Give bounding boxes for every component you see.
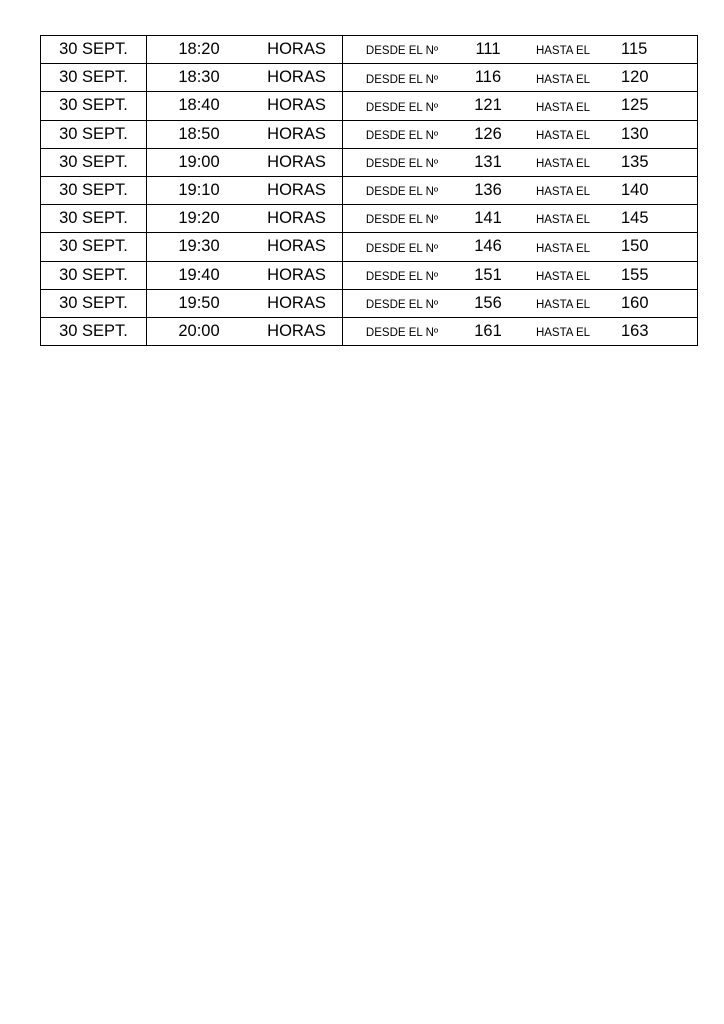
- from-number: 126: [474, 124, 502, 143]
- desde-label-cell: [343, 92, 462, 120]
- hasta-label-cell: [515, 317, 611, 345]
- from-number: 156: [474, 293, 502, 312]
- date-text: 30 SEPT.: [59, 321, 128, 340]
- horas-cell: [251, 317, 343, 345]
- to-number: 150: [621, 237, 649, 256]
- horas-text: HORAS: [267, 321, 326, 340]
- table-row: [41, 92, 698, 120]
- hasta-label-cell: [515, 233, 611, 261]
- horas-text: HORAS: [267, 209, 326, 228]
- desde-label-cell: [343, 120, 462, 148]
- table-row: [41, 64, 698, 92]
- from-number-cell: [461, 36, 515, 64]
- from-number-cell: [461, 289, 515, 317]
- date-text: 30 SEPT.: [59, 124, 128, 143]
- to-number: 163: [621, 321, 649, 340]
- to-number: 145: [621, 209, 649, 228]
- hasta-label-cell: [515, 120, 611, 148]
- hasta-label-cell: [515, 261, 611, 289]
- hasta-label: HASTA EL: [535, 327, 591, 340]
- date-text: 30 SEPT.: [59, 181, 128, 200]
- table-row: [41, 36, 698, 64]
- from-number: 146: [474, 237, 502, 256]
- horas-text: HORAS: [267, 124, 326, 143]
- time-cell: [147, 64, 252, 92]
- horas-cell: [251, 205, 343, 233]
- date-text: 30 SEPT.: [59, 265, 128, 284]
- hasta-label: HASTA EL: [535, 299, 591, 312]
- to-number-cell: [611, 261, 698, 289]
- to-number-cell: [611, 36, 698, 64]
- table-row: [41, 289, 698, 317]
- desde-label: DESDE EL Nº: [365, 242, 439, 255]
- horas-text: HORAS: [267, 293, 326, 312]
- from-number-cell: [461, 148, 515, 176]
- time-cell: [147, 289, 252, 317]
- horas-text: HORAS: [267, 96, 326, 115]
- schedule-table-body: [41, 36, 698, 346]
- time-text: 19:40: [178, 265, 220, 284]
- date-cell: [41, 317, 147, 345]
- hasta-label: HASTA EL: [535, 270, 591, 283]
- to-number-cell: [611, 120, 698, 148]
- time-text: 19:00: [178, 152, 220, 171]
- from-number-cell: [461, 64, 515, 92]
- date-cell: [41, 289, 147, 317]
- date-cell: [41, 148, 147, 176]
- hasta-label: HASTA EL: [535, 242, 591, 255]
- time-text: 18:50: [178, 124, 220, 143]
- table-row: [41, 120, 698, 148]
- time-cell: [147, 148, 252, 176]
- table-row: [41, 176, 698, 204]
- from-number-cell: [461, 317, 515, 345]
- desde-label-cell: [343, 64, 462, 92]
- time-text: 19:50: [178, 293, 220, 312]
- from-number: 131: [474, 152, 502, 171]
- horas-text: HORAS: [267, 237, 326, 256]
- time-text: 18:20: [178, 40, 220, 59]
- horas-cell: [251, 120, 343, 148]
- time-text: 18:40: [178, 96, 220, 115]
- hasta-label: HASTA EL: [535, 214, 591, 227]
- date-text: 30 SEPT.: [59, 96, 128, 115]
- to-number: 130: [621, 124, 649, 143]
- table-row: [41, 205, 698, 233]
- time-text: 19:30: [178, 237, 220, 256]
- hasta-label-cell: [515, 205, 611, 233]
- from-number: 161: [474, 321, 502, 340]
- time-text: 18:30: [178, 68, 220, 87]
- horas-cell: [251, 233, 343, 261]
- to-number-cell: [611, 317, 698, 345]
- to-number: 125: [621, 96, 649, 115]
- to-number: 135: [621, 152, 649, 171]
- from-number: 136: [474, 181, 502, 200]
- date-text: 30 SEPT.: [59, 152, 128, 171]
- desde-label-cell: [343, 289, 462, 317]
- time-cell: [147, 317, 252, 345]
- date-text: 30 SEPT.: [59, 293, 128, 312]
- time-cell: [147, 92, 252, 120]
- from-number-cell: [461, 120, 515, 148]
- to-number: 140: [621, 181, 649, 200]
- desde-label-cell: [343, 36, 462, 64]
- from-number: 151: [474, 265, 502, 284]
- desde-label: DESDE EL Nº: [365, 299, 439, 312]
- hasta-label: HASTA EL: [535, 129, 591, 142]
- desde-label-cell: [343, 148, 462, 176]
- hasta-label-cell: [515, 176, 611, 204]
- horas-cell: [251, 36, 343, 64]
- to-number-cell: [611, 92, 698, 120]
- date-cell: [41, 176, 147, 204]
- time-cell: [147, 176, 252, 204]
- from-number: 121: [474, 96, 502, 115]
- desde-label: DESDE EL Nº: [365, 73, 439, 86]
- from-number-cell: [461, 261, 515, 289]
- hasta-label: HASTA EL: [535, 45, 591, 58]
- hasta-label-cell: [515, 36, 611, 64]
- to-number: 160: [621, 293, 649, 312]
- date-cell: [41, 64, 147, 92]
- date-text: 30 SEPT.: [59, 68, 128, 87]
- hasta-label-cell: [515, 64, 611, 92]
- horas-cell: [251, 261, 343, 289]
- horas-text: HORAS: [267, 68, 326, 87]
- hasta-label-cell: [515, 92, 611, 120]
- horas-cell: [251, 92, 343, 120]
- hasta-label: HASTA EL: [535, 101, 591, 114]
- horas-text: HORAS: [267, 265, 326, 284]
- horas-cell: [251, 176, 343, 204]
- from-number: 111: [475, 40, 501, 59]
- desde-label: DESDE EL Nº: [365, 45, 439, 58]
- time-cell: [147, 120, 252, 148]
- from-number: 116: [474, 68, 502, 87]
- to-number-cell: [611, 176, 698, 204]
- date-text: 30 SEPT.: [59, 40, 128, 59]
- desde-label-cell: [343, 317, 462, 345]
- desde-label-cell: [343, 205, 462, 233]
- time-text: 20:00: [178, 321, 220, 340]
- from-number-cell: [461, 176, 515, 204]
- time-cell: [147, 261, 252, 289]
- desde-label: DESDE EL Nº: [365, 186, 439, 199]
- table-row: [41, 148, 698, 176]
- date-cell: [41, 233, 147, 261]
- hasta-label-cell: [515, 148, 611, 176]
- desde-label: DESDE EL Nº: [365, 101, 439, 114]
- desde-label-cell: [343, 233, 462, 261]
- from-number-cell: [461, 205, 515, 233]
- from-number: 141: [474, 209, 502, 228]
- desde-label: DESDE EL Nº: [365, 214, 439, 227]
- to-number: 115: [621, 40, 648, 59]
- horas-cell: [251, 64, 343, 92]
- to-number-cell: [611, 205, 698, 233]
- desde-label: DESDE EL Nº: [365, 158, 439, 171]
- horas-cell: [251, 289, 343, 317]
- from-number-cell: [461, 233, 515, 261]
- hasta-label: HASTA EL: [535, 158, 591, 171]
- date-cell: [41, 205, 147, 233]
- table-row: [41, 261, 698, 289]
- hasta-label: HASTA EL: [535, 186, 591, 199]
- time-cell: [147, 36, 252, 64]
- date-text: 30 SEPT.: [59, 209, 128, 228]
- table-row: [41, 317, 698, 345]
- desde-label: DESDE EL Nº: [365, 129, 439, 142]
- time-text: 19:20: [178, 209, 220, 228]
- horas-text: HORAS: [267, 40, 326, 59]
- hasta-label: HASTA EL: [535, 73, 591, 86]
- schedule-table: [40, 35, 698, 346]
- time-text: 19:10: [178, 181, 220, 200]
- desde-label: DESDE EL Nº: [365, 327, 439, 340]
- time-cell: [147, 205, 252, 233]
- desde-label-cell: [343, 176, 462, 204]
- date-cell: [41, 261, 147, 289]
- to-number-cell: [611, 233, 698, 261]
- to-number-cell: [611, 64, 698, 92]
- from-number-cell: [461, 92, 515, 120]
- horas-text: HORAS: [267, 152, 326, 171]
- horas-cell: [251, 148, 343, 176]
- date-cell: [41, 36, 147, 64]
- horas-text: HORAS: [267, 181, 326, 200]
- time-cell: [147, 233, 252, 261]
- hasta-label-cell: [515, 289, 611, 317]
- date-cell: [41, 120, 147, 148]
- to-number-cell: [611, 148, 698, 176]
- to-number: 155: [621, 265, 649, 284]
- to-number-cell: [611, 289, 698, 317]
- desde-label: DESDE EL Nº: [365, 270, 439, 283]
- date-cell: [41, 92, 147, 120]
- to-number: 120: [621, 68, 649, 87]
- date-text: 30 SEPT.: [59, 237, 128, 256]
- desde-label-cell: [343, 261, 462, 289]
- table-row: [41, 233, 698, 261]
